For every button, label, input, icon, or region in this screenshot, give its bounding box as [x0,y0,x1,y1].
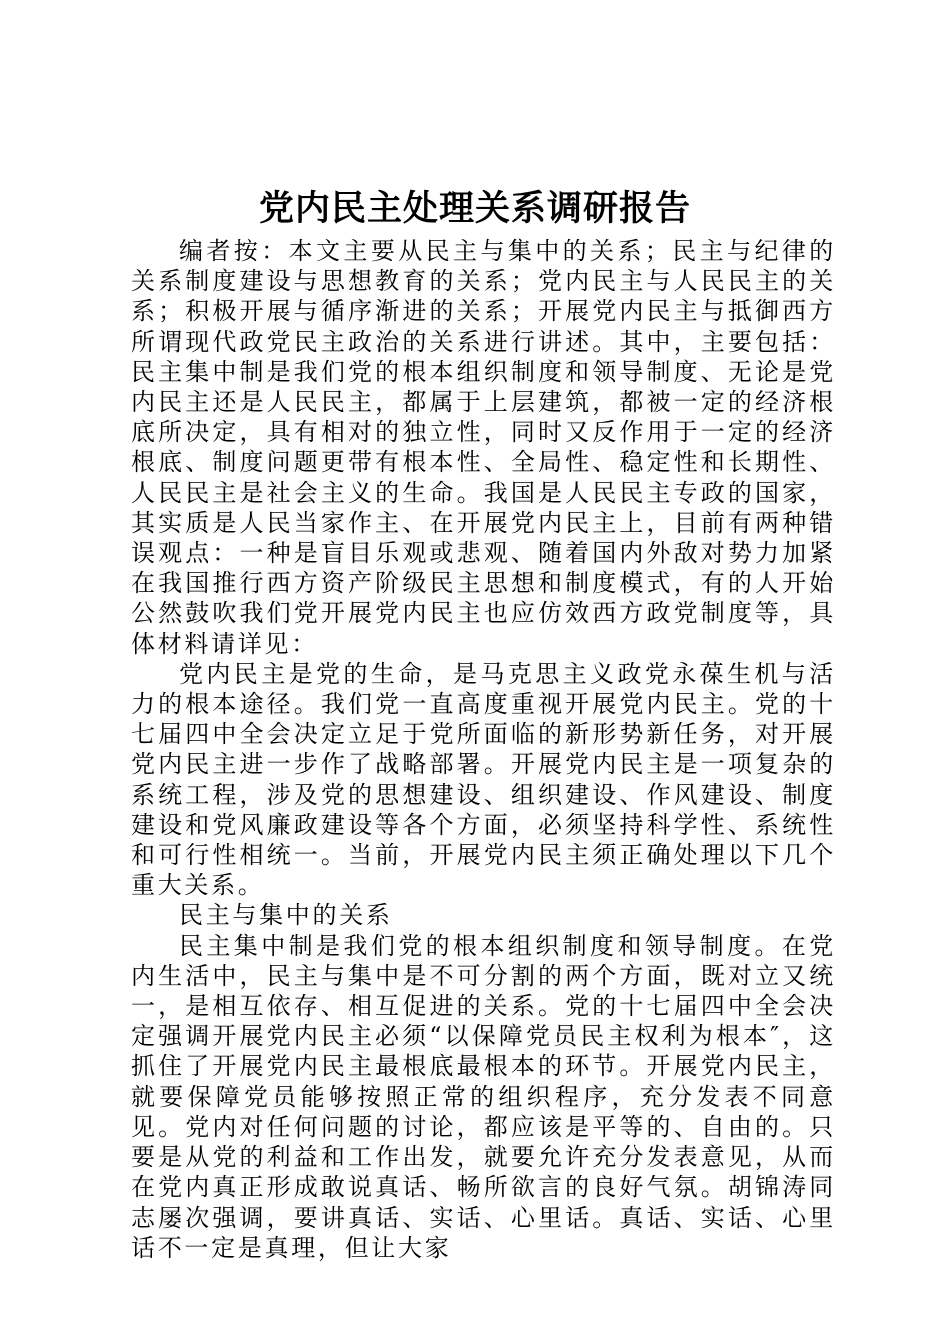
section-heading: 民主与集中的关系 [179,901,393,930]
document-body [131,236,836,1263]
editor-note-paragraph: 编者按：本文主要从民主与集中的关系；民主与纪律的关系制度建设与思想教育的关系；党内民主与人民民主的关系；积极开展与循序渐进的关系；开展党内民主与抵御西方所谓现代政党民主政治的关系进行讲述。其中，主要包括：民主集中制是我们党的根本组织制度和领导制度、无论是党内民主还是人民民主，都属于上层建筑，都被一定的经济根底所决定，具有相对的独立性，同时又反作用于一定的经济根底、制度问题更带有根本性、全局性、稳定性和长期性、人民民主是社会主义的生命。我国是人民民主专政的国家，其实质是人民当家作主、在开展党内民主上，目前有两种错误观点：一种是盲目乐观或悲观、随着国内外敌对势力加紧在我国推行西方资产阶级民主思想和制度模式，有的人开始公然鼓吹我们党开展党内民主也应仿效西方政党制度等，具体材料请详见： [131,237,836,658]
document-title: 党内民主处理关系调研报告 [258,188,691,229]
intro-paragraph: 党内民主是党的生命，是马克思主义政党永葆生机与活力的根本途径。我们党一直高度重视开展党内民主。党的十七届四中全会决定立足于党所面临的新形势新任务，对开展党内民主进一步作了战略部署。开展党内民主是一项复杂的系统工程，涉及党的思想建设、组织建设、作风建设、制度建设和党风廉政建设等各个方面，必须坚持科学性、系统性和可行性相统一。当前，开展党内民主须正确处理以下几个重大关系。 [131,659,836,900]
section-paragraph: 民主集中制是我们党的根本组织制度和领导制度。在党内生活中，民主与集中是不可分割的两个方面，既对立又统一，是相互依存、相互促进的关系。党的十七届四中全会决定强调开展党内民主必须“以保障党员民主权利为根本″，这抓住了开展党内民主最根底最根本的环节。开展党内民主，就要保障党员能够按照正常的组织程序，充分发表不同意见。党内对任何问题的讨论，都应该是平等的、自由的。只要是从党的利益和工作出发，就要允许充分发表意见，从而在党内真正形成敢说真话、畅所欲言的良好气氛。胡锦涛同志屡次强调，要讲真话、实话、心里话。真话、实话、心里话不一定是真理，但让大家 [131,931,836,1262]
